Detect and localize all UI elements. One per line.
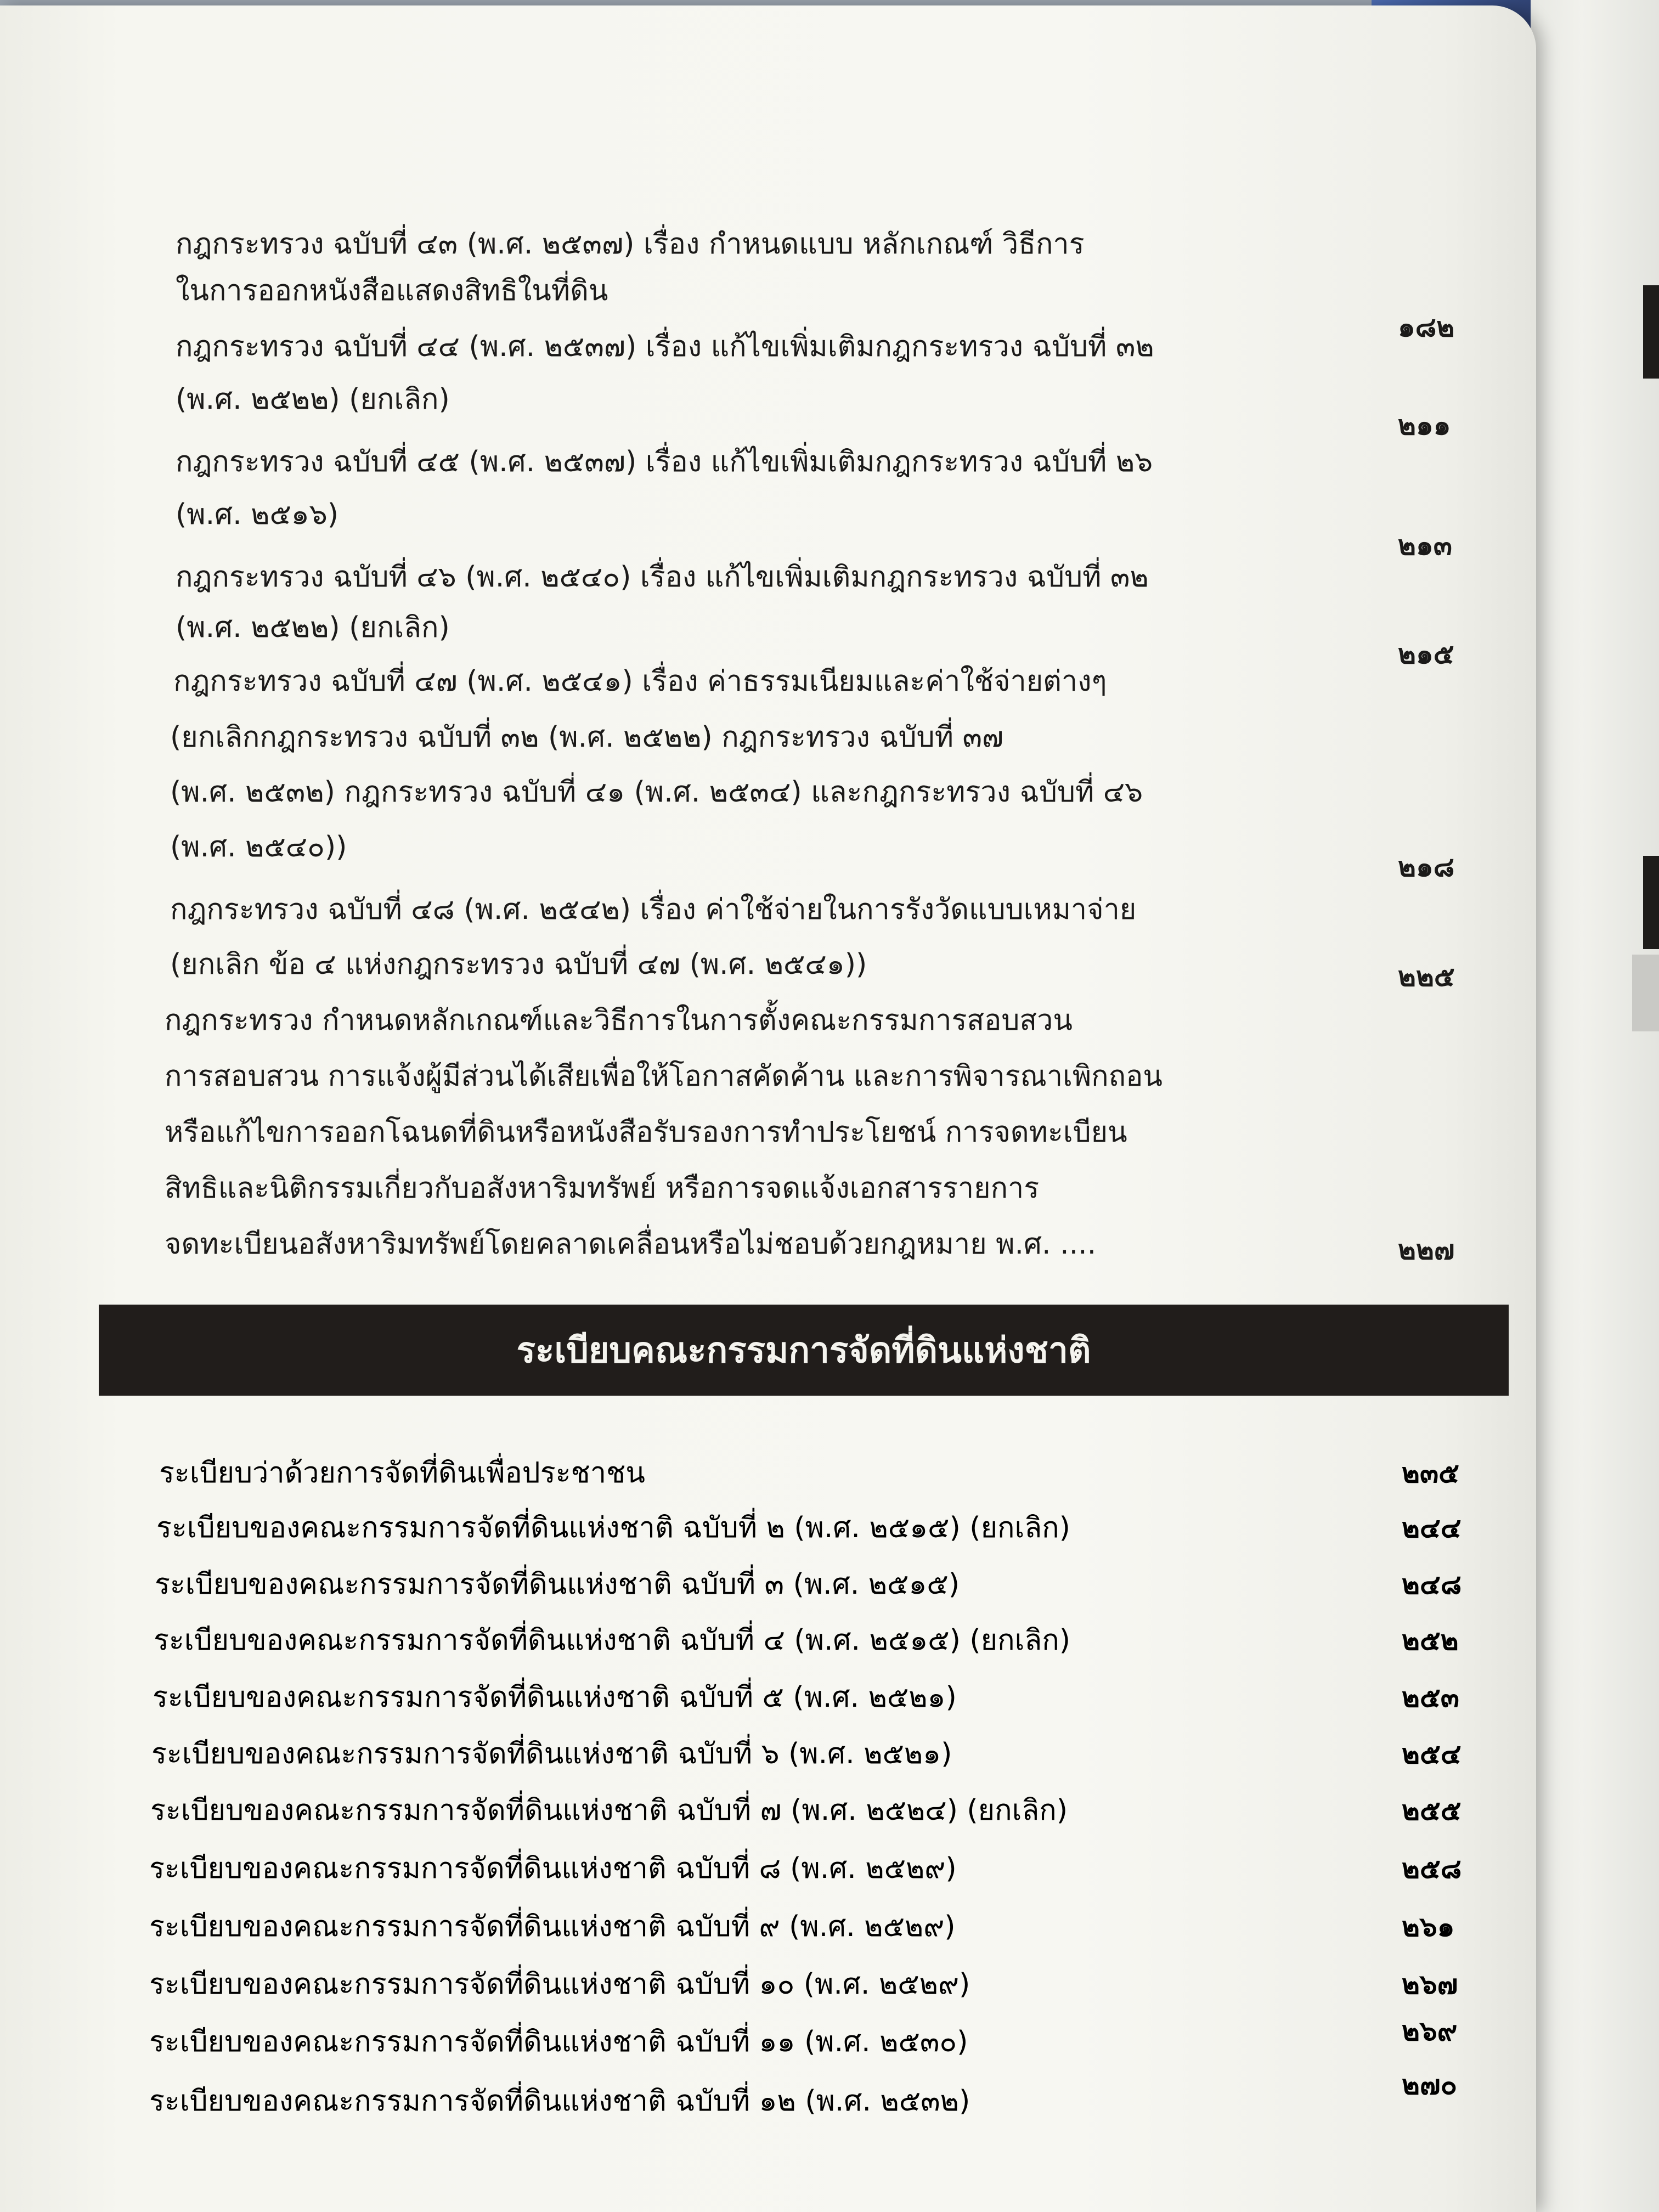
toc-page-number: ๒๓๕ [1402,1457,1459,1489]
toc-page-number: ๒๒๕ [1398,961,1455,992]
toc-page-number: ๒๑๕ [1398,638,1454,670]
toc-entry-title: กฎกระทรวง ฉบับที่ ๔๘ (พ.ศ. ๒๕๔๒) เรื่อง ค่าใช้จ่ายในการรังวัดแบบเหมาจ่าย [170,893,1137,926]
toc-entry-title: ระเบียบของคณะกรรมการจัดที่ดินแห่งชาติ ฉบับที่ ๔ (พ.ศ. ๒๕๑๕) (ยกเลิก) [154,1624,1071,1657]
toc-entry-title: ระเบียบของคณะกรรมการจัดที่ดินแห่งชาติ ฉบับที่ ๖ (พ.ศ. ๒๕๒๑) [151,1737,952,1770]
toc-entry-title: ระเบียบของคณะกรรมการจัดที่ดินแห่งชาติ ฉบับที่ ๓ (พ.ศ. ๒๕๑๕) [155,1568,960,1601]
toc-entry-title: กฎกระทรวง ฉบับที่ ๔๗ (พ.ศ. ๒๕๔๑) เรื่อง ค่าธรรมเนียมและค่าใช้จ่ายต่างๆ [173,665,1107,698]
toc-entry-title: (พ.ศ. ๒๕๑๖) [176,498,339,531]
toc-page-number: ๒๔๘ [1402,1568,1462,1600]
book-page [0,5,1536,2212]
toc-page-number: ๒๕๔ [1402,1738,1462,1770]
toc-entry-title: กฎกระทรวง กำหนดหลักเกณฑ์และวิธีการในการตั้งคณะกรรมการสอบสวน [165,1004,1073,1037]
toc-page-number: ๒๑๓ [1398,529,1452,561]
toc-entry-title: (พ.ศ. ๒๕๒๒) (ยกเลิก) [176,611,450,644]
toc-page-number: ๒๔๔ [1402,1512,1462,1544]
section-title: ระเบียบคณะกรรมการจัดที่ดินแห่งชาติ [516,1330,1091,1371]
toc-entry-title: จดทะเบียนอสังหาริมทรัพย์โดยคลาดเคลื่อนหรือไม่ชอบด้วยกฎหมาย พ.ศ. .... [165,1228,1097,1261]
toc-page-number: ๒๑๘ [1398,851,1455,883]
section-heading-banner [99,1305,1509,1396]
toc-entry-title: (ยกเลิก ข้อ ๔ แห่งกฎกระทรวง ฉบับที่ ๔๗ (พ.ศ. ๒๕๔๑)) [170,948,867,981]
toc-entry-title: (พ.ศ. ๒๕๔๐)) [170,831,347,864]
toc-entry-title: ระเบียบของคณะกรรมการจัดที่ดินแห่งชาติ ฉบับที่ ๕ (พ.ศ. ๒๕๒๑) [153,1681,957,1714]
toc-entry-title: ระเบียบของคณะกรรมการจัดที่ดินแห่งชาติ ฉบับที่ ๘ (พ.ศ. ๒๕๒๙) [149,1852,957,1885]
toc-entry-title: ระเบียบของคณะกรรมการจัดที่ดินแห่งชาติ ฉบับที่ ๒ (พ.ศ. ๒๕๑๕) (ยกเลิก) [156,1511,1070,1544]
toc-entry-title: กฎกระทรวง ฉบับที่ ๔๖ (พ.ศ. ๒๕๔๐) เรื่อง แก้ไขเพิ่มเติมกฎกระทรวง ฉบับที่ ๓๒ [176,561,1149,594]
toc-entry-title: กฎกระทรวง ฉบับที่ ๔๓ (พ.ศ. ๒๕๓๗) เรื่อง กำหนดแบบ หลักเกณฑ์ วิธีการ [176,228,1085,261]
toc-page-number: ๒๖๗ [1402,1968,1458,2000]
toc-page-number: ๒๒๗ [1398,1234,1455,1266]
toc-page-number: ๒๕๓ [1402,1681,1459,1713]
toc-entry-title: ระเบียบของคณะกรรมการจัดที่ดินแห่งชาติ ฉบับที่ ๑๒ (พ.ศ. ๒๕๓๒) [149,2085,970,2118]
next-page-edge [1531,0,1659,2212]
toc-page-number: ๒๑๑ [1398,409,1451,441]
toc-entry-title: หรือแก้ไขการออกโฉนดที่ดินหรือหนังสือรับรองการทำประโยชน์ การจดทะเบียน [165,1116,1127,1149]
toc-page-number: ๑๘๒ [1398,311,1455,343]
toc-entry-title: สิทธิและนิติกรรมเกี่ยวกับอสังหาริมทรัพย์ หรือการจดแจ้งเอกสารรายการ [165,1172,1040,1205]
toc-entry-title: (พ.ศ. ๒๕๓๒) กฎกระทรวง ฉบับที่ ๔๑ (พ.ศ. ๒๕๓๔) และกฎกระทรวง ฉบับที่ ๔๖ [170,776,1143,809]
toc-entry-title: ระเบียบของคณะกรรมการจัดที่ดินแห่งชาติ ฉบับที่ ๑๐ (พ.ศ. ๒๕๒๙) [149,1968,970,2001]
toc-entry-title: (ยกเลิกกฎกระทรวง ฉบับที่ ๓๒ (พ.ศ. ๒๕๒๒) กฎกระทรวง ฉบับที่ ๓๗ [170,721,1004,754]
toc-entry-title: กฎกระทรวง ฉบับที่ ๔๕ (พ.ศ. ๒๕๓๗) เรื่อง แก้ไขเพิ่มเติมกฎกระทรวง ฉบับที่ ๒๖ [176,445,1153,478]
toc-entry-title: ในการออกหนังสือแสดงสิทธิในที่ดิน [176,274,608,307]
toc-page-number: ๒๖๑ [1402,1911,1455,1943]
toc-entry-title: ระเบียบว่าด้วยการจัดที่ดินเพื่อประชาชน [159,1457,645,1489]
page-edge-tab [1643,285,1659,379]
page-edge-tab [1632,955,1659,1031]
toc-entry-title: ระเบียบของคณะกรรมการจัดที่ดินแห่งชาติ ฉบับที่ ๗ (พ.ศ. ๒๕๒๔) (ยกเลิก) [150,1794,1068,1827]
toc-entry-title: กฎกระทรวง ฉบับที่ ๔๔ (พ.ศ. ๒๕๓๗) เรื่อง แก้ไขเพิ่มเติมกฎกระทรวง ฉบับที่ ๓๒ [176,330,1154,363]
toc-page-number: ๒๗๐ [1402,2069,1458,2101]
toc-page-number: ๒๕๒ [1402,1624,1459,1656]
page-edge-tab [1643,856,1659,949]
toc-page-number: ๒๖๙ [1402,2015,1458,2047]
toc-entry-title: ระเบียบของคณะกรรมการจัดที่ดินแห่งชาติ ฉบับที่ ๙ (พ.ศ. ๒๕๒๙) [149,1910,956,1943]
toc-page-number: ๒๕๕ [1402,1795,1462,1826]
toc-entry-title: (พ.ศ. ๒๕๒๒) (ยกเลิก) [176,383,450,416]
toc-entry-title: ระเบียบของคณะกรรมการจัดที่ดินแห่งชาติ ฉบับที่ ๑๑ (พ.ศ. ๒๕๓๐) [149,2025,968,2058]
toc-entry-title: การสอบสวน การแจ้งผู้มีส่วนได้เสียเพื่อให้โอกาสคัดค้าน และการพิจารณาเพิกถอน [165,1060,1163,1093]
toc-page-number: ๒๕๘ [1402,1853,1462,1884]
